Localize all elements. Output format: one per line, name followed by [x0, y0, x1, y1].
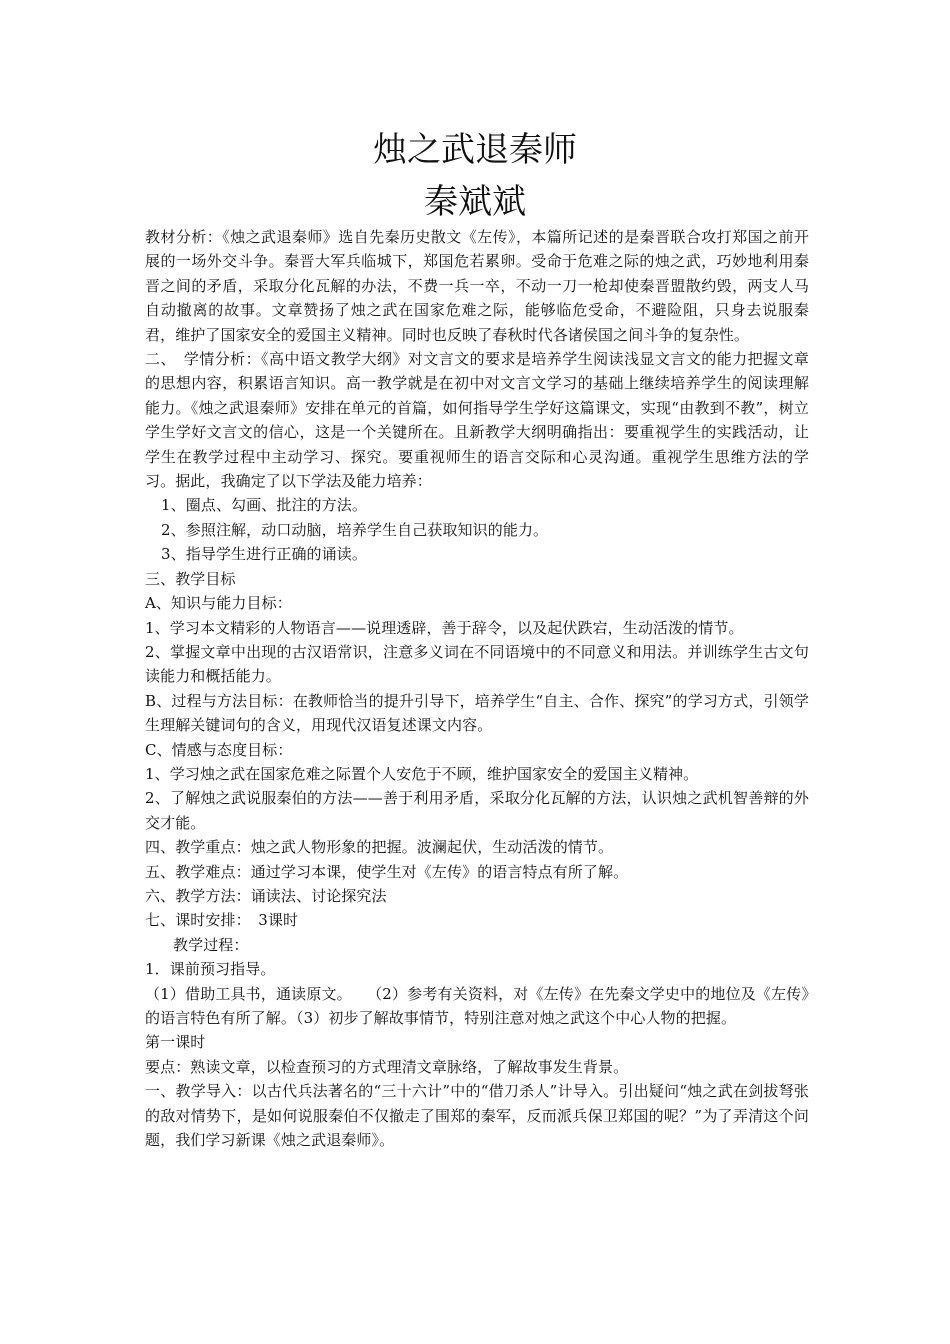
subheading-knowledge: A、知识与能力目标：	[145, 594, 292, 613]
section-heading-key-points: 四、教学重点：烛之武人物形象的把握。波澜起伏，生动活泼的情节。	[145, 838, 614, 857]
list-item: 2、掌握文章中出现的古汉语常识，注意多义词在不同语境中的不同意义和用法。并训练学生古文句读能力和概括能力。	[145, 642, 809, 686]
document-title: 烛之武退秦师	[373, 130, 577, 170]
section-heading-schedule: 七、课时安排： 3课时	[145, 911, 299, 930]
document-author: 秦斌斌	[424, 182, 526, 222]
subheading-emotion: C、情感与态度目标：	[145, 740, 293, 759]
list-item: 2、了解烛之武说服秦伯的方法——善于利用矛盾，采取分化瓦解的方法，认识烛之武机智善辩的外交才能。	[145, 789, 809, 832]
paragraph-introduction: 一、教学导入：以古代兵法著名的“三十六计”中的“借刀杀人”计导入。引出疑问“烛之武在剑拔弩张的敌对情势下，是如何说服秦伯不仅撤走了围郑的秦军，反而派兵保卫郑国的呢？”为了弄清这个问题，我们学习新课《烛之武退秦师》。	[145, 1082, 809, 1150]
list-item: 1、圈点、勾画、批注的方法。	[161, 496, 367, 515]
section-heading-process: 教学过程：	[173, 935, 249, 954]
list-item: 1、学习烛之武在国家危难之际置个人安危于不顾，维护国家安全的爱国主义精神。	[145, 764, 699, 783]
paragraph-preview-steps: （1）借助工具书，通读原文。 （2）参考有关资料，对《左传》在先秦文学史中的地位及《左传》的语言特色有所了解。（3）初步了解故事情节，特别注意对烛之武这个中心人物的把握。	[145, 984, 809, 1027]
list-item: 1、学习本文精彩的人物语言——说理透辟，善于辞令，以及起伏跌宕，生动活泼的情节。	[145, 618, 744, 637]
section-heading-methods: 六、教学方法：诵读法、讨论探究法	[145, 886, 387, 905]
list-item: 1．课前预习指导。	[145, 960, 276, 979]
section-heading-lesson-one: 第一课时	[145, 1033, 206, 1052]
paragraph-textbook-analysis: 教材分析：《烛之武退秦师》选自先秦历史散文《左传》，本篇所记述的是秦晋联合攻打郑国之前开展的一场外交斗争。秦晋大军兵临城下，郑国危若累卵。受命于危难之际的烛之武，巧妙地利用秦晋之间的矛盾，采取分化瓦解的办法，不费一兵一卒，不动一刀一枪却使秦晋盟散约毁，两支人马自动撤离的故事。文章赞扬了烛之武在国家危难之际，能够临危受命，不避险阻，只身去说服秦君，维护了国家安全的爱国主义精神。同时也反映了春秋时代各诸侯国之间斗争的复杂性。	[145, 228, 809, 344]
paragraph-process-method: B、过程与方法目标：在教师恰当的提升引导下，培养学生“自主、合作、探究”的学习方式，引领学生理解关键词句的含义，用现代汉语复述课文内容。	[145, 691, 809, 735]
list-item: 3、指导学生进行正确的诵读。	[161, 545, 367, 564]
paragraph-learning-analysis: 二、 学情分析：《高中语文教学大纲》对文言文的要求是培养学生阅读浅显文言文的能力把握文章的思想内容，积累语言知识。高一教学就是在初中对文言文学习的基础上继续培养学生的阅读理解能力。《烛之武退秦师》安排在单元的首篇，如何指导学生学好这篇课文，实现“由教到不教”，树立学生学好文言文的信心，这是一个关键所在。且新教学大纲明确指出：要重视学生的实践活动，让学生在教学过程中主动学习、探究。要重视师生的语言交际和心灵沟通。重视学生思维方法的学习。据此，我确定了以下学法及能力培养：	[145, 350, 809, 491]
paragraph-lesson-key: 要点：熟读文章，以检查预习的方式理清文章脉络，了解故事发生背景。	[145, 1057, 629, 1076]
section-heading-difficulties: 五、教学难点：通过学习本课，使学生对《左传》的语言特点有所了解。	[145, 862, 629, 881]
document-body	[145, 225, 809, 1152]
section-heading-objectives: 三、教学目标	[145, 569, 236, 588]
list-item: 2、参照注解，动口动脑，培养学生自己获取知识的能力。	[161, 520, 549, 539]
